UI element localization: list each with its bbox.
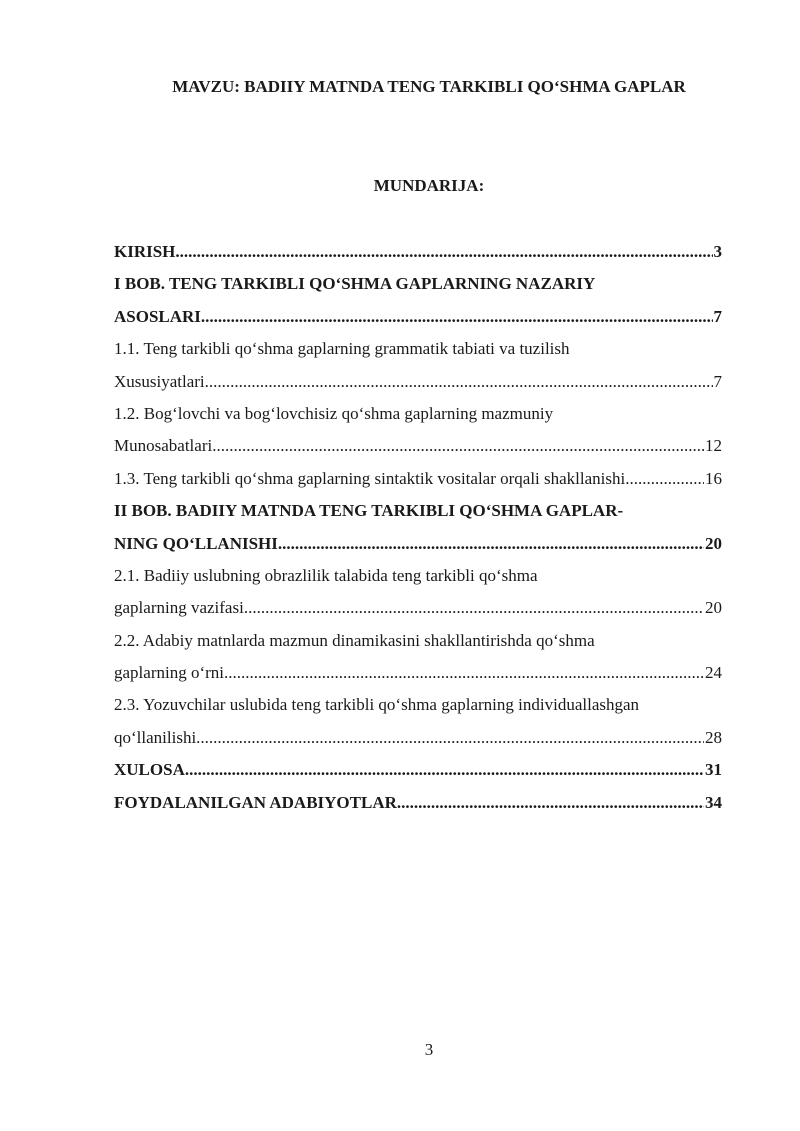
toc-entry-text: 1.3. Teng tarkibli qo‘shma gaplarning sintaktik vositalar orqali shakllanishi	[114, 468, 626, 488]
toc-line-section-1-1	[114, 333, 722, 365]
toc-entry-text: 2.3. Yozuvchilar uslubida teng tarkibli qo‘shma gaplarning individuallashgan	[114, 695, 640, 715]
toc-entry-text: qo‘llanilishi	[114, 727, 197, 747]
toc-page-number: 28	[705, 727, 722, 747]
toc-entry-text: 1.2. Bog‘lovchi va bog‘lovchisiz qo‘shma gaplarning mazmuniy	[114, 403, 554, 423]
toc-line-chapter-2-cont	[114, 528, 722, 560]
toc-leader-dots	[205, 366, 713, 398]
toc-page-number: 12	[705, 436, 722, 456]
toc-line-section-1-2-cont	[114, 430, 722, 462]
page-number: 3	[424, 1040, 434, 1059]
toc-line-section-1-2	[114, 398, 722, 430]
toc-line-section-2-3-cont	[114, 722, 722, 754]
toc-page-number: 7	[713, 306, 722, 326]
toc-leader-dots	[175, 236, 712, 268]
toc-page-number: 16	[705, 468, 722, 488]
toc-line-section-1-1-cont	[114, 366, 722, 398]
toc-leader-dots	[397, 787, 704, 819]
toc-line-xulosa	[114, 754, 722, 786]
toc-page-number: 24	[705, 663, 722, 683]
toc-line-section-2-1	[114, 560, 722, 592]
toc-leader-dots	[196, 722, 704, 754]
toc-page-number: 34	[705, 792, 722, 812]
toc-page-number: 31	[705, 760, 722, 780]
document-topic: MAVZU: BADIIY MATNDA TENG TARKIBLI QO‘SHMA GAPLAR	[172, 77, 686, 96]
toc-line-chapter-2-title	[114, 495, 722, 527]
toc-line-section-2-1-cont	[114, 592, 722, 624]
toc-leader-dots	[212, 430, 704, 462]
toc-leader-dots	[185, 754, 704, 786]
toc-line-references	[114, 787, 722, 819]
toc-entry-text: FOYDALANILGAN ADABIYOTLAR	[114, 792, 397, 812]
toc-entry-text: Xususiyatlari	[114, 371, 205, 391]
toc-entry-text: II BOB. BADIIY MATNDA TENG TARKIBLI QO‘SHMA GAPLAR-	[114, 501, 624, 521]
toc-entry-text: ASOSLARI	[114, 306, 201, 326]
table-of-contents	[114, 236, 722, 819]
toc-line-chapter-1-cont	[114, 301, 722, 333]
toc-leader-dots	[278, 528, 704, 560]
toc-entry-text: I BOB. TENG TARKIBLI QO‘SHMA GAPLARNING NAZARIY	[114, 274, 596, 294]
toc-entry-text: 2.1. Badiiy uslubning obrazlilik talabida teng tarkibli qo‘shma	[114, 565, 538, 585]
toc-page-number: 7	[713, 371, 722, 391]
toc-entry-text: KIRISH	[114, 242, 176, 261]
toc-entry-text: gaplarning vazifasi	[114, 598, 244, 618]
toc-line-chapter-1-title	[114, 268, 722, 300]
toc-entry-text: gaplarning o‘rni	[114, 663, 224, 683]
toc-page-number: 20	[705, 533, 722, 553]
toc-leader-dots	[625, 463, 704, 495]
toc-page-number: 3	[713, 242, 722, 261]
toc-line-section-2-2	[114, 625, 722, 657]
toc-entry-text: XULOSA	[114, 760, 185, 780]
toc-heading: MUNDARIJA:	[373, 176, 485, 195]
toc-line-section-2-2-cont	[114, 657, 722, 689]
toc-line-section-2-3	[114, 689, 722, 721]
toc-entry-text: 2.2. Adabiy matnlarda mazmun dinamikasini shakllantirishda qo‘shma	[114, 630, 595, 650]
toc-page-number: 20	[705, 598, 722, 618]
toc-entry-text: NING QO‘LLANISHI	[114, 533, 278, 553]
toc-line-section-1-3	[114, 463, 722, 495]
toc-leader-dots	[224, 657, 704, 689]
toc-leader-dots	[244, 592, 704, 624]
toc-entry-text: Munosabatlari	[114, 436, 213, 456]
toc-leader-dots	[201, 301, 713, 333]
toc-line-kirish	[114, 236, 722, 268]
toc-entry-text: 1.1. Teng tarkibli qo‘shma gaplarning grammatik tabiati va tuzilish	[114, 339, 570, 359]
